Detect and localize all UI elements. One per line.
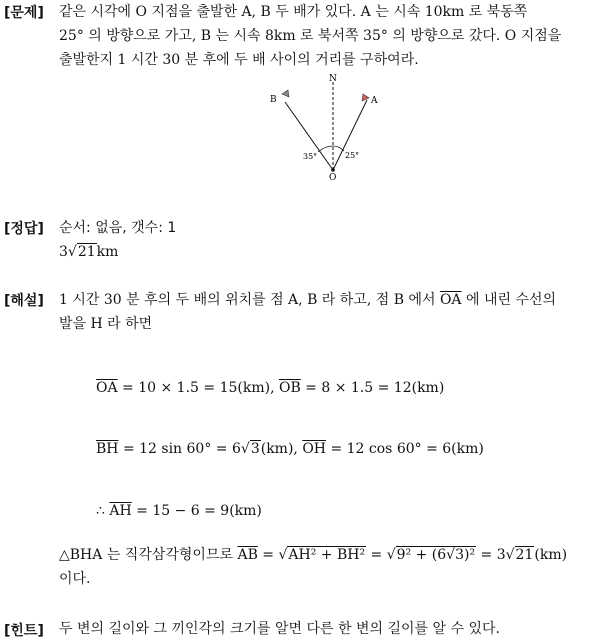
solution-conclusion: △BHA 는 직각삼각형이므로 $\overline{AB} = √AH^2 + BH^2 = √9^2 + (6√3)^2 = 3√21(km)$ 이다. [59, 547, 568, 587]
problem-label: [문제] [4, 5, 44, 21]
answer-label: [정답] [4, 221, 44, 237]
label-a: A [371, 96, 378, 106]
ship-a-icon [362, 94, 369, 101]
solution-label: [해설] [4, 293, 44, 309]
point-o [331, 168, 335, 172]
solution-text: 1 시간 30 분 후의 두 배의 위치를 점 A, B 라 하고, 점 B 에서 $\overline{OA}$ 에 내린 수선의 발을 H 라 하면 [59, 292, 557, 332]
problem-text: 같은 시각에 O 지점을 출발한 A, B 두 배가 있다. A 는 시속 10km 로 북동쪽 25° 의 방향으로 가고, B 는 시속 8km 로 북서쪽 35° 의 방향으로 갔다. O 지점을 출발한지 1 시간 30 분 후에 두 배 사이의 거리를 구하여라. [59, 4, 562, 68]
bearing-figure [265, 72, 395, 182]
angle-label-right: 25° [345, 151, 360, 160]
equation-1: $\overline{OA} = 10 \times 1.5 = 15(km)$, $\overline{OB} = 8 \times 1.5 = 12(km)$ [96, 380, 445, 396]
ship-b-icon [282, 90, 289, 97]
equation-3: ∴ $\overline{AH} = 15 - 6 = 9(km)$ [96, 503, 262, 519]
equation-2: $\overline{BH} = 12$ sin 60° = 6√3(km), $\overline{OH} = 12$ cos 60° = 6(km) [96, 441, 484, 457]
label-b: B [270, 95, 277, 105]
hint-label: [힌트] [4, 623, 44, 639]
label-n: N [329, 74, 337, 84]
hint-text: 두 변의 길이와 그 끼인각의 크기를 알면 다른 한 변의 길이를 알 수 있다. [59, 621, 500, 637]
answer-value: 3√21km [59, 244, 119, 260]
label-o: O [329, 173, 337, 182]
answer-text: 순서: 없음, 갯수: 1 3√21km [59, 216, 586, 264]
angle-label-left: 35° [303, 152, 318, 161]
